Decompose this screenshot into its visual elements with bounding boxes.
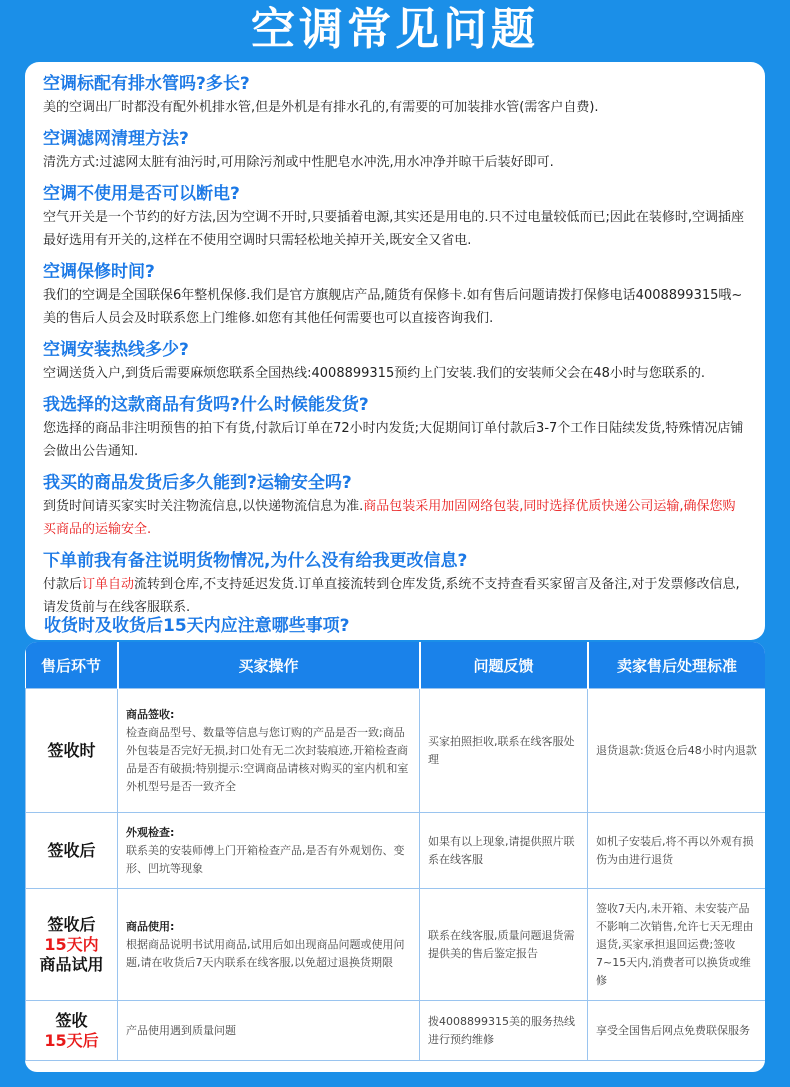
feedback-cell: 如果有以上现象,请提供照片联系在线客服 bbox=[420, 813, 588, 889]
table-row bbox=[26, 813, 766, 889]
answer-text: 到货时间请买家实时关注物流信息,以快递物流信息为准. bbox=[43, 499, 364, 514]
faq-answer: 您选择的商品非注明预售的拍下有货,付款后订单在72小时内发货;大促期间订单付款后3-7个工作日陆续发货,特殊情况店铺会做出公告通知. bbox=[43, 421, 744, 459]
faq-question: 我买的商品发货后多久能到?运输安全吗? bbox=[43, 473, 352, 493]
buyer-action-cell bbox=[118, 889, 420, 1001]
answer-text: 付款后 bbox=[43, 577, 83, 592]
action-body: 联系美的安装师傅上门开箱检查产品,是否有外观划伤、变形、凹坑等现象 bbox=[126, 843, 405, 875]
action-title: 商品签收: bbox=[126, 707, 175, 721]
stage-highlight: 15天后 bbox=[44, 1030, 99, 1050]
page-title: 空调常见问题 bbox=[251, 4, 539, 55]
faq-item bbox=[43, 127, 747, 174]
faq-item bbox=[43, 182, 747, 252]
action-title: 外观检查: bbox=[126, 825, 175, 839]
faq-answer bbox=[43, 573, 747, 619]
header-feedback: 问题反馈 bbox=[420, 642, 588, 689]
faq-item bbox=[43, 393, 747, 463]
stage-cell: 签收时 bbox=[26, 689, 118, 813]
header-stage: 售后环节 bbox=[26, 642, 118, 689]
faq-answer: 我们的空调是全国联保6年整机保修.我们是官方旗舰店产品,随货有保修卡.如有售后问题请拨打保修电话4008899315哦~美的售后人员会及时联系您上门维修.如您有其他任何需要也可以直接咨询我们. bbox=[43, 288, 743, 326]
stage-line: 签收后 bbox=[47, 914, 96, 934]
faq-question-receipt: 收货时及收货后15天内应注意哪些事项? bbox=[44, 616, 350, 636]
faq-item-order bbox=[43, 549, 747, 619]
standard-cell: 签收7天内,未开箱、未安装产品不影响二次销售,允许七天无理由退货,买家承担退回运费;签收7~15天内,消费者可以换货或维修 bbox=[588, 889, 766, 1001]
action-body: 根据商品说明书试用商品,试用后如出现商品问题或使用问题,请在收货后7天内联系在线客服,以免超过退换货期限 bbox=[126, 937, 405, 969]
stage-cell bbox=[26, 889, 118, 1001]
faq-answer: 空气开关是一个节约的好方法,因为空调不开时,只要插着电源,其实还是用电的.只不过电量较低而已;因此在装修时,空调插座最好选用有开关的,这样在不使用空调时只需轻松地关掉开关,既安全又省电. bbox=[43, 210, 745, 248]
standard-cell: 退货退款:货返仓后48小时内退款 bbox=[588, 689, 766, 813]
faq-question: 空调滤网清理方法? bbox=[43, 129, 189, 149]
faq-item bbox=[43, 338, 747, 385]
stage-line: 商品试用 bbox=[39, 954, 104, 974]
feedback-cell: 联系在线客服,质量问题退货需提供美的售后鉴定报告 bbox=[420, 889, 588, 1001]
action-title: 商品使用: bbox=[126, 919, 175, 933]
faq-question: 空调保修时间? bbox=[43, 262, 155, 282]
stage-cell: 签收后 bbox=[26, 813, 118, 889]
feedback-cell: 拨4008899315美的服务热线进行预约维修 bbox=[420, 1001, 588, 1061]
standard-cell: 如机子安装后,将不再以外观有损伤为由进行退货 bbox=[588, 813, 766, 889]
faq-question: 空调安装热线多少? bbox=[43, 340, 189, 360]
table-row bbox=[26, 689, 766, 813]
header-seller-standard: 卖家售后处理标准 bbox=[588, 642, 766, 689]
faq-panel bbox=[25, 62, 765, 640]
answer-text: 流转到仓库,不支持延迟发货.订单直接流转到仓库发货,系统不支持查看买家留言及备注,对于发票修改信息,请发货前与在线客服联系. bbox=[43, 577, 740, 615]
faq-answer: 清洗方式:过滤网太脏有油污时,可用除污剂或中性肥皂水冲洗,用水冲净并晾干后装好即可. bbox=[43, 155, 554, 170]
standard-cell: 享受全国售后网点免费联保服务 bbox=[588, 1001, 766, 1061]
faq-answer: 美的空调出厂时都没有配外机排水管,但是外机是有排水孔的,有需要的可加装排水管(需客户自费). bbox=[43, 100, 599, 115]
header-buyer-action: 买家操作 bbox=[118, 642, 420, 689]
action-body: 检查商品型号、数量等信息与您订购的产品是否一致;商品外包装是否完好无损,封口处有无二次封装痕迹,开箱检查商品是否有破损;特别提示:空调商品请核对购买的室内机和室外机型号是否一致齐全 bbox=[126, 725, 409, 793]
faq-item bbox=[43, 260, 747, 330]
buyer-action-cell bbox=[118, 813, 420, 889]
faq-answer bbox=[43, 495, 747, 541]
buyer-action-cell: 产品使用遇到质量问题 bbox=[118, 1001, 420, 1061]
buyer-action-cell bbox=[118, 689, 420, 813]
answer-highlight: 商品包装采用加固网络包装,同时选择优质快递公司运输,确保您购买商品的运输安全. bbox=[43, 499, 736, 537]
faq-question: 下单前我有备注说明货物情况,为什么没有给我更改信息? bbox=[43, 551, 468, 571]
after-sales-table bbox=[25, 642, 765, 1061]
stage-line: 签收 bbox=[55, 1010, 88, 1030]
stage-highlight: 15天内 bbox=[44, 934, 99, 954]
table-row bbox=[26, 1001, 766, 1061]
table-row bbox=[26, 889, 766, 1001]
faq-question: 我选择的这款商品有货吗?什么时候能发货? bbox=[43, 395, 369, 415]
table-header-row bbox=[26, 642, 766, 689]
faq-answer: 空调送货入户,到货后需要麻烦您联系全国热线:4008899315预约上门安装.我们的安装师父会在48小时与您联系的. bbox=[43, 366, 706, 381]
answer-highlight: 订单自动 bbox=[82, 577, 135, 592]
faq-question: 空调不使用是否可以断电? bbox=[43, 184, 240, 204]
faq-item bbox=[43, 72, 747, 119]
stage-cell bbox=[26, 1001, 118, 1061]
feedback-cell: 买家拍照拒收,联系在线客服处理 bbox=[420, 689, 588, 813]
faq-item-shipping bbox=[43, 471, 747, 541]
after-sales-table-wrap bbox=[25, 642, 765, 1072]
faq-question: 空调标配有排水管吗?多长? bbox=[43, 74, 250, 94]
